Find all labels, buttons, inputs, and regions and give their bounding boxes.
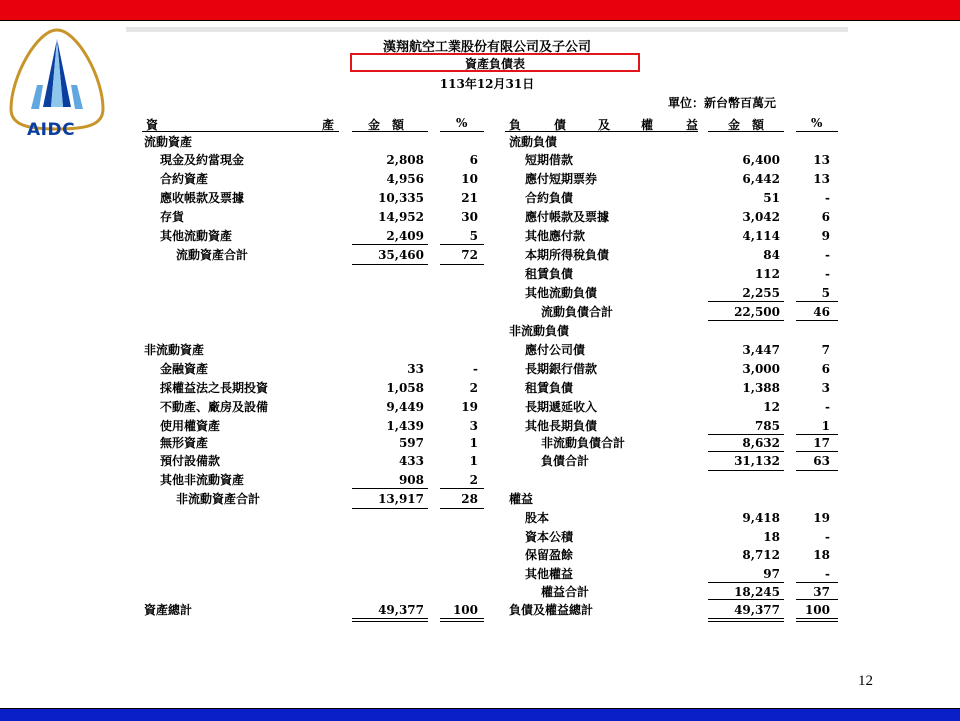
liability-pct: 5	[821, 286, 830, 300]
header-assets-2: 產	[322, 118, 335, 132]
current-liabilities-total-pct: 46	[813, 305, 830, 319]
header-amount-left: 金 額	[368, 118, 405, 132]
asset-label: 其他流動資產	[160, 229, 233, 243]
asset-pct: 30	[461, 210, 478, 224]
noncurrent-assets-total-amount: 13,917	[378, 492, 424, 506]
header-assets-1: 資	[146, 118, 159, 132]
asset-pct: 2	[469, 473, 478, 487]
asset-label: 使用權資產	[160, 419, 221, 433]
noncurrent-liabilities-total-amount: 8,632	[742, 436, 780, 450]
header-pct-left: %	[456, 116, 468, 130]
equity-label: 股本	[525, 511, 550, 525]
total-rule	[796, 451, 838, 452]
header-amount-right: 金 額	[728, 118, 765, 132]
liability-label: 應付公司債	[525, 343, 586, 357]
header-liab-4: 權	[641, 118, 654, 132]
company-name: 漢翔航空工業股份有限公司及子公司	[382, 40, 591, 55]
liability-pct: 6	[821, 362, 830, 376]
liability-pct: 1	[821, 419, 830, 433]
total-equity-pct: 37	[813, 585, 830, 599]
asset-amount: 1,058	[386, 381, 424, 395]
liability-pct: 3	[821, 381, 830, 395]
total-rule	[352, 264, 428, 265]
asset-label: 金融資產	[160, 362, 209, 376]
asset-pct: 2	[469, 381, 478, 395]
subtotal-rule	[708, 301, 784, 302]
liability-amount: 2,255	[742, 286, 780, 300]
current-liabilities-total-amount: 22,500	[734, 305, 780, 319]
total-rule	[440, 264, 484, 265]
total-rule	[708, 470, 784, 471]
sheet-top-shade	[126, 27, 848, 32]
liability-pct: -	[825, 267, 830, 281]
bottom-blue-bar	[0, 708, 960, 721]
liability-amount: 1,388	[742, 381, 780, 395]
total-assets-pct: 100	[452, 603, 478, 617]
noncurrent-liabilities-total-label: 非流動負債合計	[541, 436, 626, 450]
aidc-logo-text: AIDC	[27, 120, 76, 140]
subtotal-rule	[352, 488, 428, 489]
statement-title: 資產負債表	[464, 57, 525, 71]
liability-amount: 6,400	[742, 153, 780, 167]
liability-label: 應付帳款及票據	[525, 210, 610, 224]
liability-label: 其他流動負債	[525, 286, 598, 300]
section-equity: 權益	[509, 492, 534, 506]
asset-amount: 33	[407, 362, 424, 376]
asset-pct: 5	[469, 229, 478, 243]
header-underline	[440, 131, 484, 132]
liability-pct: 9	[821, 229, 830, 243]
header-liab-5: 益	[686, 118, 699, 132]
header-underline	[505, 131, 698, 132]
equity-amount: 9,418	[742, 511, 780, 525]
liability-pct: 6	[821, 210, 830, 224]
current-assets-total-amount: 35,460	[378, 248, 424, 262]
asset-pct: 1	[469, 454, 478, 468]
liability-amount: 785	[754, 419, 780, 433]
asset-pct: 3	[469, 419, 478, 433]
asset-amount: 2,808	[386, 153, 424, 167]
grand-total-rule	[352, 618, 428, 622]
asset-amount: 9,449	[386, 400, 424, 414]
current-assets-total-label: 流動資產合計	[176, 248, 249, 262]
equity-pct: -	[825, 567, 830, 581]
liability-pct: 7	[821, 343, 830, 357]
asset-label: 其他非流動資產	[160, 473, 245, 487]
subtotal-rule	[796, 301, 838, 302]
asset-pct: 21	[461, 191, 478, 205]
asset-amount: 14,952	[378, 210, 424, 224]
asset-label: 無形資產	[160, 436, 209, 450]
header-liab-3: 及	[598, 118, 611, 132]
header-underline	[708, 131, 784, 132]
subtotal-rule	[708, 582, 784, 583]
asset-amount: 1,439	[386, 419, 424, 433]
subtotal-rule	[440, 244, 484, 245]
asset-amount: 433	[398, 454, 424, 468]
section-noncurrent-liabilities: 非流動負債	[509, 324, 570, 338]
total-rule	[708, 320, 784, 321]
equity-label: 資本公積	[525, 530, 574, 544]
section-current-liabilities: 流動負債	[509, 135, 558, 149]
liability-label: 合約負債	[525, 191, 574, 205]
total-liabilities-amount: 31,132	[734, 454, 780, 468]
grand-total-rule	[440, 618, 484, 622]
current-liabilities-total-label: 流動負債合計	[541, 305, 614, 319]
asset-pct: 19	[461, 400, 478, 414]
liability-pct: -	[825, 248, 830, 262]
equity-amount: 18	[763, 530, 780, 544]
liability-amount: 112	[754, 267, 780, 281]
liability-label: 長期遞延收入	[525, 400, 598, 414]
noncurrent-assets-total-label: 非流動資產合計	[176, 492, 261, 506]
current-assets-total-pct: 72	[461, 248, 478, 262]
asset-label: 應收帳款及票據	[160, 191, 245, 205]
liability-label: 本期所得稅負債	[525, 248, 610, 262]
total-rule	[440, 508, 484, 509]
liability-label: 長期銀行借款	[525, 362, 598, 376]
liability-label: 租賃負債	[525, 267, 574, 281]
liability-pct: -	[825, 191, 830, 205]
top-red-bar	[0, 0, 960, 21]
asset-amount: 10,335	[378, 191, 424, 205]
total-equity-label: 權益合計	[541, 585, 590, 599]
asset-amount: 4,956	[386, 172, 424, 186]
total-rule	[352, 508, 428, 509]
noncurrent-assets-total-pct: 28	[461, 492, 478, 506]
total-rule	[796, 599, 838, 600]
total-liabilities-equity-label: 負債及權益總計	[509, 603, 594, 617]
equity-amount: 8,712	[742, 548, 780, 562]
liability-label: 租賃負債	[525, 381, 574, 395]
total-rule	[796, 470, 838, 471]
grand-total-rule	[796, 618, 838, 622]
liability-amount: 3,000	[742, 362, 780, 376]
asset-label: 預付設備款	[160, 454, 221, 468]
header-underline	[352, 131, 428, 132]
liability-pct: 13	[813, 172, 830, 186]
header-liab-1: 負	[509, 118, 522, 132]
asset-label: 存貨	[160, 210, 185, 224]
liability-amount: 4,114	[742, 229, 780, 243]
asset-pct: 10	[461, 172, 478, 186]
asset-pct: -	[473, 362, 478, 376]
liability-label: 其他應付款	[525, 229, 586, 243]
asset-label: 不動產、廠房及設備	[160, 400, 269, 414]
page-number: 12	[858, 673, 873, 689]
equity-label: 其他權益	[525, 567, 574, 581]
section-noncurrent-assets: 非流動資產	[144, 343, 205, 357]
liability-label: 短期借款	[525, 153, 574, 167]
total-liabilities-label: 負債合計	[541, 454, 590, 468]
asset-pct: 1	[469, 436, 478, 450]
liability-amount: 6,442	[742, 172, 780, 186]
total-assets-label: 資產總計	[144, 603, 193, 617]
asset-amount: 908	[398, 473, 424, 487]
equity-amount: 97	[763, 567, 780, 581]
total-liabilities-equity-amount: 49,377	[734, 603, 780, 617]
subtotal-rule	[796, 582, 838, 583]
total-rule	[708, 451, 784, 452]
total-rule	[796, 320, 838, 321]
statement-date: 113年12月31日	[439, 77, 535, 91]
total-liabilities-equity-pct: 100	[804, 603, 830, 617]
equity-pct: 19	[813, 511, 830, 525]
grand-total-rule	[708, 618, 784, 622]
total-liabilities-pct: 63	[813, 454, 830, 468]
subtotal-rule	[440, 488, 484, 489]
asset-label: 現金及約當現金	[160, 153, 245, 167]
asset-pct: 6	[469, 153, 478, 167]
header-liab-2: 債	[554, 118, 567, 132]
noncurrent-liabilities-total-pct: 17	[813, 436, 830, 450]
liability-amount: 3,042	[742, 210, 780, 224]
currency-unit: 單位：新台幣百萬元	[668, 96, 777, 110]
liability-amount: 12	[763, 400, 780, 414]
total-rule	[708, 599, 784, 600]
asset-amount: 597	[398, 436, 424, 450]
liability-label: 其他長期負債	[525, 419, 598, 433]
liability-pct: 13	[813, 153, 830, 167]
liability-label: 應付短期票券	[525, 172, 598, 186]
liability-amount: 84	[763, 248, 780, 262]
asset-amount: 2,409	[386, 229, 424, 243]
header-underline	[142, 131, 339, 132]
subtotal-rule	[352, 244, 428, 245]
equity-pct: 18	[813, 548, 830, 562]
asset-label: 採權益法之長期投資	[160, 381, 269, 395]
equity-label: 保留盈餘	[525, 548, 574, 562]
asset-label: 合約資產	[160, 172, 209, 186]
liability-amount: 3,447	[742, 343, 780, 357]
liability-pct: -	[825, 400, 830, 414]
total-equity-amount: 18,245	[734, 585, 780, 599]
total-assets-amount: 49,377	[378, 603, 424, 617]
equity-pct: -	[825, 530, 830, 544]
liability-amount: 51	[763, 191, 780, 205]
section-current-assets: 流動資產	[144, 135, 193, 149]
header-underline	[796, 131, 838, 132]
header-pct-right: %	[811, 116, 823, 130]
